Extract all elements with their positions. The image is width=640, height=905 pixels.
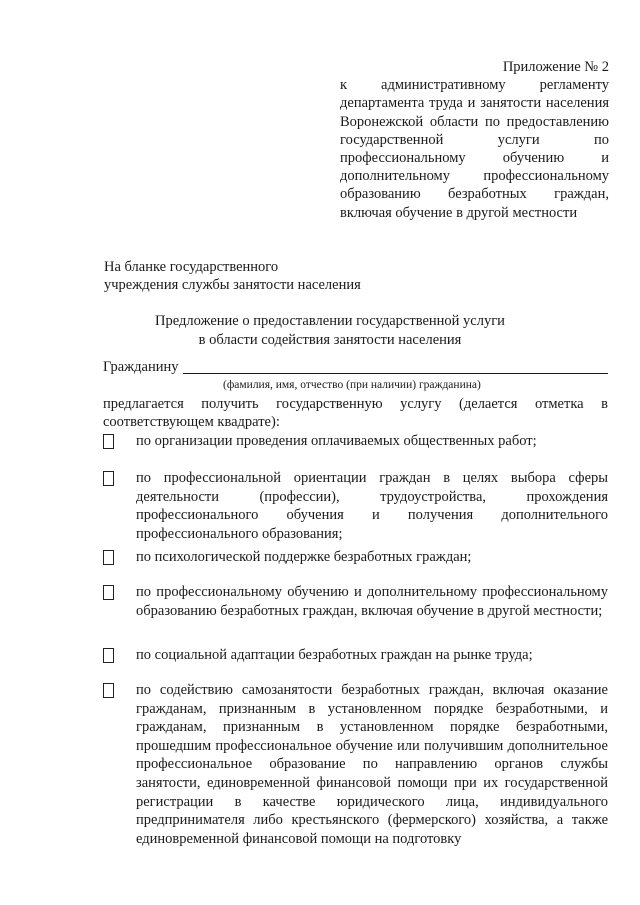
citizen-label: Гражданину	[103, 359, 179, 375]
document-title	[150, 312, 510, 350]
option-text: по организации проведения оплачиваемых общественных работ;	[136, 433, 537, 449]
option-checkbox[interactable]	[103, 434, 114, 449]
option-checkbox[interactable]	[103, 471, 114, 486]
letterhead-note	[104, 258, 404, 294]
letterhead-line-1: На бланке государственного	[104, 259, 279, 275]
option-checkbox[interactable]	[103, 585, 114, 600]
appendix-header	[340, 58, 609, 222]
citizen-field	[103, 358, 608, 391]
title-line-2: в области содействия занятости населения	[198, 332, 462, 348]
option-text: по психологической поддержке безработных граждан;	[136, 549, 472, 565]
citizen-name-line[interactable]	[183, 373, 608, 374]
option-text: по содействию самозанятости безработных граждан, включая оказание гражданам, признанным в установленном порядке безработными, и гражданам, признанным в установленном порядке безработными, прошедшим профессиональное обучение или получившим дополнительное профессиональное образование по направлению органов службы занятости, единовременной финансовой помощи при их государственной регистрации в качестве юридического лица, индивидуального предпринимателя либо крестьянского (фермерского) хозяйства, а также единовременной финансовой помощи на подготовку	[136, 682, 608, 847]
option-text: по профессиональному обучению и дополнительному профессиональному образованию безработных граждан, включая обучение в другой местности;	[136, 584, 608, 619]
citizen-hint: (фамилия, имя, отчество (при наличии) гражданина)	[223, 379, 481, 391]
title-line-1: Предложение о предоставлении государственной услуги	[155, 313, 505, 329]
appendix-text: к административному регламенту департамента труда и занятости населения Воронежской области по предоставлению государственной услуги по профессиональному обучению и дополнительному профессиональному образованию безработных граждан, включая обучение в другой местности	[340, 77, 609, 221]
option-checkbox[interactable]	[103, 683, 114, 698]
option-text: по социальной адаптации безработных граждан на рынке труда;	[136, 647, 533, 663]
letterhead-line-2: учреждения службы занятости населения	[104, 277, 361, 293]
appendix-number: Приложение № 2	[502, 59, 609, 75]
offer-text: предлагается получить государственную услугу (делается отметка в соответствующем квадрате):	[103, 396, 608, 430]
option-checkbox[interactable]	[103, 550, 114, 565]
option-text: по профессиональной ориентации граждан в целях выбора сферы деятельности (профессии), трудоустройства, прохождения профессионального обучения и получения дополнительного профессионального образования;	[136, 470, 608, 542]
option-checkbox[interactable]	[103, 648, 114, 663]
